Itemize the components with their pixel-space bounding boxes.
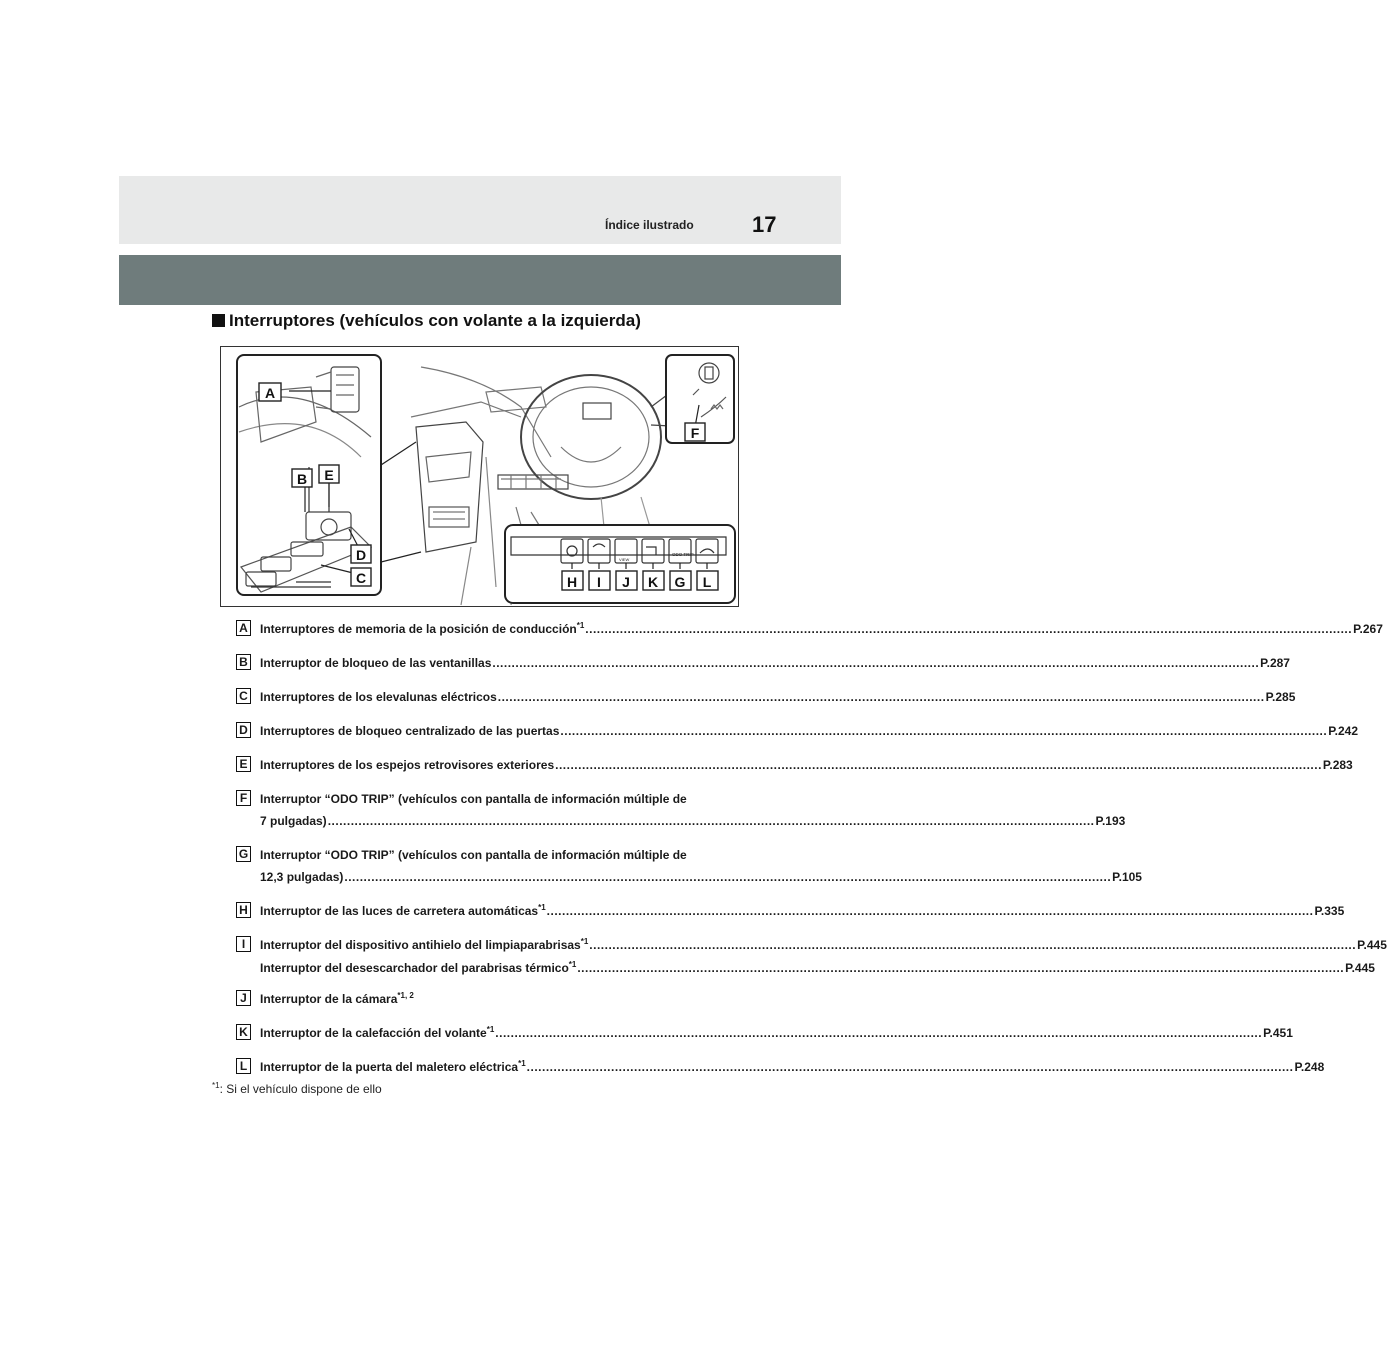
item-badge: K (236, 1024, 251, 1040)
item-sup: *1 (486, 1025, 495, 1034)
callout-j: J (622, 574, 630, 590)
item-sup: *1 (580, 937, 589, 946)
callout-e: E (324, 467, 334, 483)
item-page[interactable]: P.445 (1357, 938, 1387, 952)
item-sup: *1 (576, 621, 585, 630)
leader-dots: ........................................................................................................................................................................................................ (560, 724, 1328, 738)
item-text: Interruptor “ODO TRIP” (vehículos con pantalla de información múltiple de (260, 792, 687, 806)
item-line (260, 937, 1387, 954)
item-text: Interruptores de bloqueo centralizado de las puertas (260, 724, 560, 738)
leader-dots: ........................................................................................................................................................................................................ (555, 758, 1322, 772)
item-page[interactable]: P.267 (1353, 622, 1383, 636)
item-badge: I (236, 936, 251, 952)
square-bullet-icon (212, 314, 225, 327)
leader-dots: ........................................................................................................................................................................................................ (492, 656, 1260, 670)
callout-c: C (355, 570, 367, 586)
leader-dots: ........................................................................................................................................................................................................ (546, 904, 1314, 918)
item-sup: *1 (518, 1059, 526, 1068)
callout-i: I (597, 574, 601, 590)
item-text: Interruptores de los elevalunas eléctricos (260, 690, 497, 704)
item-page[interactable]: P.248 (1294, 1060, 1325, 1074)
callout-b: B (296, 471, 308, 487)
callout-d: D (355, 547, 367, 563)
item-badge: D (236, 722, 251, 738)
header-section-title: Índice ilustrado (605, 218, 694, 232)
item-badge: A (236, 620, 251, 636)
footnote-marker: *1 (212, 1081, 220, 1090)
callout-k: K (647, 574, 659, 590)
item-badge: J (236, 990, 251, 1006)
item-page[interactable]: P.445 (1345, 961, 1375, 975)
item-line (260, 870, 1142, 886)
page-number: 17 (752, 212, 777, 237)
item-line (260, 903, 1345, 920)
item-badge: H (236, 902, 251, 918)
item-page[interactable]: P.451 (1263, 1026, 1293, 1040)
leader-dots: ........................................................................................................................................................................................................ (497, 690, 1265, 704)
callout-l: L (702, 574, 712, 590)
item-text: Interruptor de la cámara (260, 992, 398, 1006)
item-page[interactable]: P.283 (1322, 758, 1353, 772)
leader-dots: ........................................................................................................................................................................................................ (526, 1060, 1294, 1074)
item-text: 7 pulgadas) (260, 814, 327, 828)
item-page[interactable]: P.242 (1328, 724, 1359, 738)
header-band (119, 176, 841, 244)
illustration-drawing (221, 347, 740, 608)
footnote (212, 1081, 382, 1096)
item-line (260, 758, 1353, 774)
item-page[interactable]: P.193 (1095, 814, 1126, 828)
leader-dots: ........................................................................................................................................................................................................ (327, 814, 1095, 828)
item-badge: G (236, 846, 251, 862)
item-text: Interruptor de bloqueo de las ventanillas (260, 656, 492, 670)
section-title: Interruptores (vehículos con volante a la izquierda) (229, 311, 641, 330)
callout-g: G (674, 574, 686, 590)
item-page[interactable]: P.105 (1112, 870, 1142, 884)
leader-dots: ........................................................................................................................................................................................................ (577, 961, 1345, 975)
item-line (260, 1059, 1325, 1076)
callout-h: H (566, 574, 578, 590)
item-badge: C (236, 688, 251, 704)
item-line (260, 621, 1383, 638)
odo-trip-label: ODO TRIP (672, 552, 694, 557)
item-text: Interruptores de memoria de la posición de conducción (260, 622, 577, 636)
leader-dots: ........................................................................................................................................................................................................ (344, 870, 1112, 884)
item-text: Interruptor “ODO TRIP” (vehículos con pantalla de información múltiple de (260, 848, 687, 862)
item-badge: E (236, 756, 251, 772)
item-line (260, 656, 1290, 672)
item-text: Interruptor del desescarchador del parabrisas térmico (260, 961, 569, 975)
callout-a: A (264, 385, 276, 401)
item-page[interactable]: P.335 (1314, 904, 1345, 918)
item-text: Interruptor del dispositivo antihielo del limpiaparabrisas (260, 938, 581, 952)
footnote-text: : Si el vehículo dispone de ello (219, 1082, 382, 1096)
item-line (260, 724, 1359, 740)
item-line (260, 960, 1375, 977)
item-sup: *1 (538, 903, 546, 912)
item-line (260, 1025, 1293, 1042)
view-label: VIEW (619, 557, 630, 562)
item-text: Interruptores de los espejos retrovisores exteriores (260, 758, 555, 772)
item-badge: B (236, 654, 251, 670)
item-line (260, 992, 722, 1008)
item-line (260, 814, 1126, 830)
item-badge: F (236, 790, 251, 806)
leader-dots: ........................................................................................................................................................................................................ (495, 1026, 1263, 1040)
item-text: 12,3 pulgadas) (260, 870, 344, 884)
item-text: Interruptor de la puerta del maletero eléctrica (260, 1060, 519, 1074)
item-sup: *1, 2 (397, 991, 414, 1000)
item-page[interactable]: P.285 (1265, 690, 1296, 704)
section-heading (212, 311, 641, 331)
leader-dots: ........................................................................................................................................................................................................ (585, 622, 1353, 636)
item-badge: L (236, 1058, 251, 1074)
item-text: Interruptor de la calefacción del volante (260, 1026, 487, 1040)
switches-illustration (220, 346, 739, 607)
item-line (260, 690, 1296, 706)
item-text: Interruptor de las luces de carretera automáticas (260, 904, 539, 918)
callout-f: F (690, 425, 700, 441)
item-page[interactable]: P.287 (1260, 656, 1290, 670)
header-dark-band (119, 255, 841, 305)
item-line (260, 792, 722, 808)
leader-dots: ........................................................................................................................................................................................................ (589, 938, 1357, 952)
item-sup: *1 (568, 960, 577, 969)
item-line (260, 848, 722, 864)
